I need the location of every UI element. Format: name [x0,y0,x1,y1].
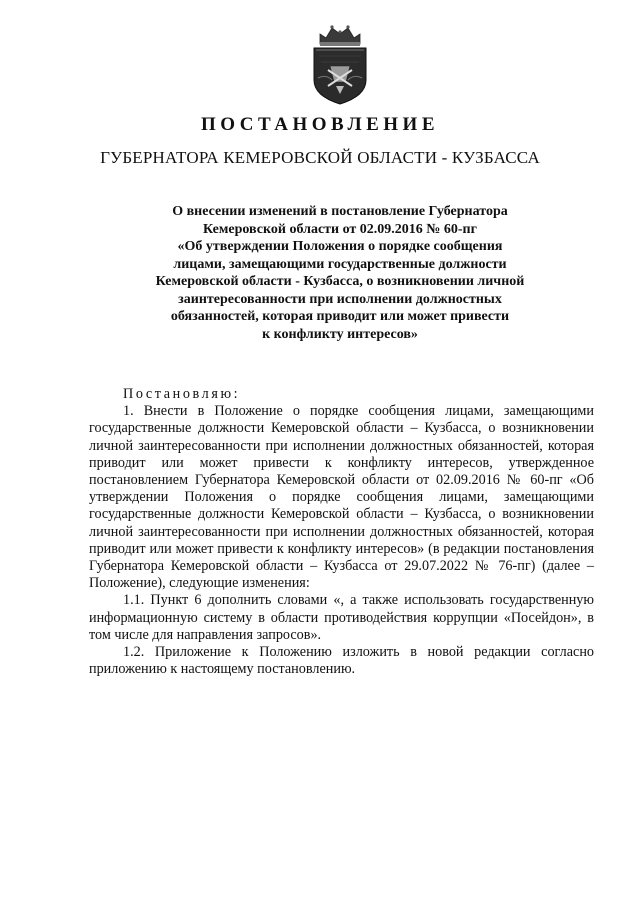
coat-of-arms-icon [306,22,374,106]
decree-phrase: Постановляю: [123,386,241,402]
title-line: О внесении изменений в постановление Губернатора [172,204,508,219]
document-type-heading: ПОСТАНОВЛЕНИЕ [200,114,440,135]
title-line: к конфликту интересов» [262,326,418,342]
title-line: обязанностей, которая приводит или может привести [170,309,510,324]
issuing-authority: ГУБЕРНАТОРА КЕМЕРОВСКОЙ ОБЛАСТИ - КУЗБАССА [100,148,540,167]
paragraph-1: 1. Внести в Положение о порядке сообщения лицами, замещающими государственные должности Кемеровской области – Кузбасса, о возникновении личной заинтересованности при исполнении должностных обязанностей, которая приводит или может привести к конфликту интересов, утвержденное постановлением Губернатора Кемеровской области от 02.09.2016 № 60-пг «Об утверждении Положения о порядке сообщения лицами, замещающими государственные должности Кемеровской области – Кузбасса, о возникновении личной заинтересованности при исполнении должностных обязанностей, которая приводит или может привести к конфликту интересов» (в редакции постановления Губернатора Кемеровской области – Кузбасса от 29.07.2022 № 76-пг) (далее – Положение), следующие изменения: [89,403,594,592]
paragraph-1-1: 1.1. Пункт 6 дополнить словами «, а также использовать государственную информационную систему в области противодействия коррупции «Посейдон», в том числе для направления запросов». [89,592,594,643]
title-line: Кемеровской области - Кузбасса, о возникновении личной [155,274,525,289]
title-line: «Об утверждении Положения о порядке сообщения [177,239,503,254]
document-body [89,386,594,678]
paragraph-1-2: 1.2. Приложение к Положению изложить в новой редакции согласно приложению к настоящему постановлению. [89,644,594,678]
title-line: заинтересованности при исполнении должностных [178,291,502,307]
title-line: Кемеровской области от 02.09.2016 № 60-пг [203,221,477,237]
title-line: лицами, замещающими государственные должности [173,256,507,272]
document-title [130,203,550,343]
